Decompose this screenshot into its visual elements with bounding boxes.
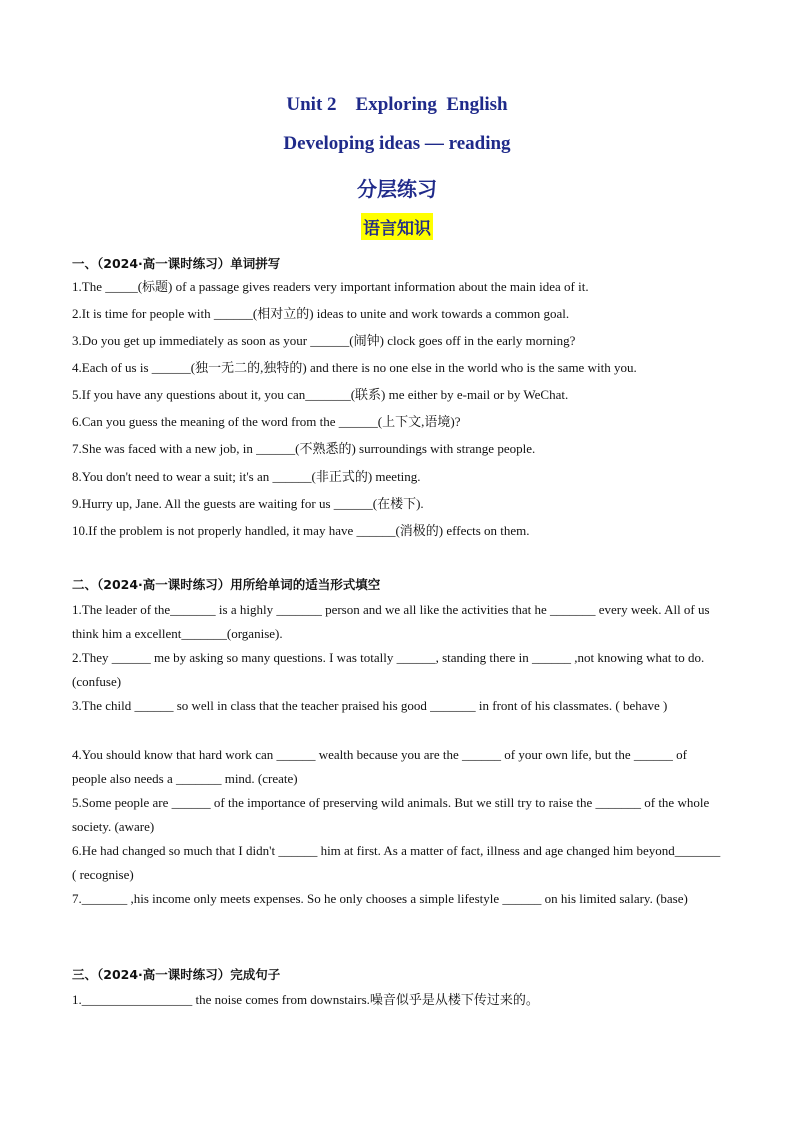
section1-heading: 一、（2024·高一课时练习）单词拼写 [72,256,281,271]
list-item: 7._______ ,his income only meets expenses. So he only chooses a simple lifestyle ______ on his limited salary. (base) [72,891,688,906]
unit-title: Unit 2 Exploring English [286,94,508,115]
list-item: 5.Some people are ______ of the importance of preserving wild animals. But we still try to raise the _______ of the whole society. (aware) [72,795,710,834]
section2-heading: 二、（2024·高一课时练习）用所给单词的适当形式填空 [72,577,381,592]
list-item: 3.Do you get up immediately as soon as your ______(闹钟) clock goes off in the early morning? [72,333,576,348]
list-item: 5.If you have any questions about it, you can_______(联系) me either by e-mail or by WeChat. [72,387,569,402]
list-item: 6.He had changed so much that I didn't ______ him at first. As a matter of fact, illness and age changed him beyond_______ ( recognise) [72,843,721,882]
list-item: 7.She was faced with a new job, in ______(不熟悉的) surroundings with strange people. [72,441,536,456]
list-item: 2.They ______ me by asking so many questions. I was totally ______, standing there in ______ ,not knowing what to do. (confuse) [72,650,705,689]
list-item: 6.Can you guess the meaning of the word from the ______(上下文,语境)? [72,414,461,429]
list-item: 1._________________ the noise comes from downstairs.噪音似乎是从楼下传过来的。 [72,992,539,1007]
list-item: 3.The child ______ so well in class that the teacher praised his good _______ in front of his classmates. ( behave ) [72,698,668,713]
language-knowledge-tag: 语言知识 [361,213,433,240]
list-item: 8.You don't need to wear a suit; it's an ______(非正式的) meeting. [72,469,421,484]
section-tag-wrap [0,213,794,240]
section3-heading: 三、（2024·高一课时练习）完成句子 [72,967,281,982]
list-item: 4.Each of us is ______(独一无二的,独特的) and there is no one else in the world who is the same with you. [72,360,637,375]
lesson-subtitle: Developing ideas — reading [283,133,511,154]
list-item: 4.You should know that hard work can ______ wealth because you are the ______ of your own life, but the ______ of people also needs a _______ mind. (create) [72,747,687,786]
exercise-title: 分层练习 [357,179,437,201]
list-item: 2.It is time for people with ______(相对立的) ideas to unite and work towards a common goal. [72,306,570,321]
list-item: 1.The leader of the_______ is a highly _______ person and we all like the activities that he _______ every week. All of us think him a excellent_______(organise). [72,602,710,641]
list-item: 10.If the problem is not properly handled, it may have ______(消极的) effects on them. [72,523,530,538]
list-item: 9.Hurry up, Jane. All the guests are waiting for us ______(在楼下). [72,496,424,511]
list-item: 1.The _____(标题) of a passage gives readers very important information about the main idea of it. [72,279,589,294]
